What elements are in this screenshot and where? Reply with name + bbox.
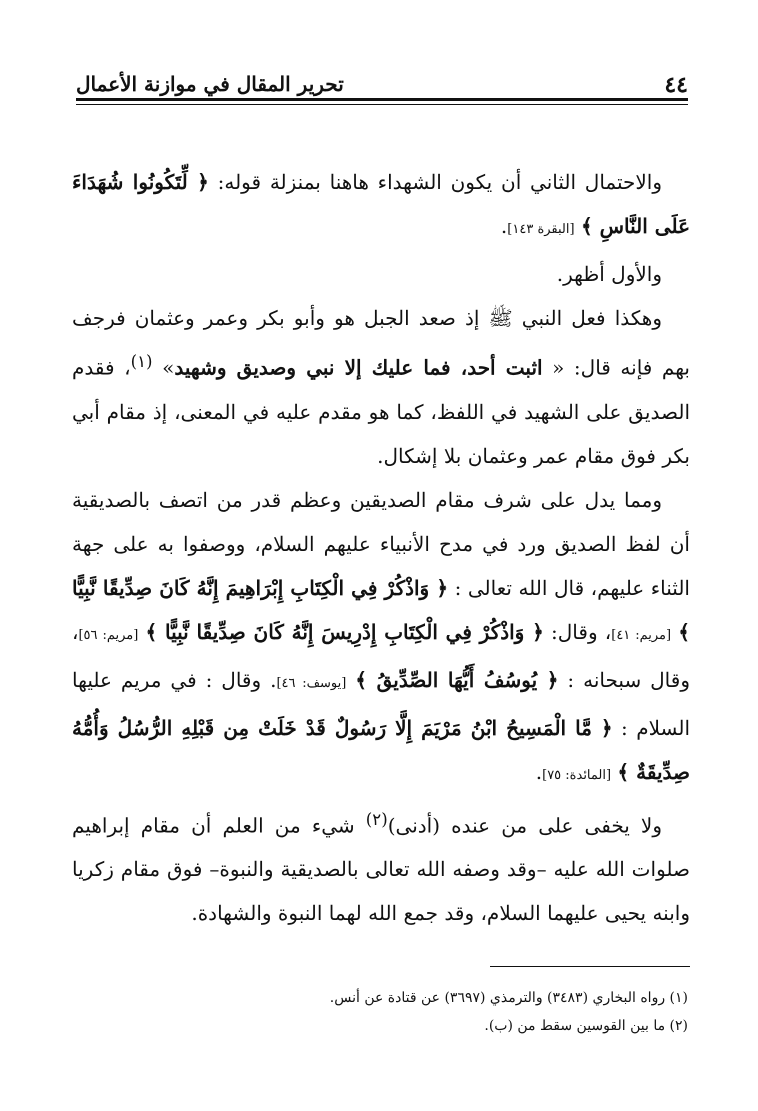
- verse-reference: [المائدة: ٧٥]: [542, 767, 612, 783]
- header-rule-thick: [76, 98, 688, 101]
- text-segment: .: [500, 214, 508, 238]
- text-segment: ولا يخفى على من عنده (أدنى): [387, 813, 662, 838]
- text-segment: . وقال : في مريم عليها السلام :: [72, 667, 691, 740]
- paragraph-5: [72, 798, 690, 936]
- text-segment: ، وقال:: [543, 619, 612, 644]
- footnote-separator: [490, 966, 690, 967]
- paragraph-1: [72, 160, 690, 252]
- footnote-marker: (٢): [365, 809, 388, 829]
- text-segment: شيء من العلم أن مقام إبراهيم صلوات الله عليه –وقد وصفه الله تعالى بالصديقية والنبوة– فوق مقام زكريا وابنه يحيى عليهما السلام، وقد جمع الله لهما النبوة والشهادة.: [72, 813, 690, 926]
- text-segment: .: [535, 759, 543, 784]
- text-segment: ، فقدم الصديق على الشهيد في اللفظ، كما هو مقدم عليه في المعنى، إذ مقام أبي بكر فوق مقام عمر وعثمان بلا إشكال.: [72, 355, 690, 468]
- running-title: تحرير المقال في موازنة الأعمال: [76, 72, 344, 96]
- text-segment: ومما يدل على شرف مقام الصديقين وعظم قدر من اتصف بالصديقية أن لفظ الصديق ورد في مدح الأنبياء عليهم السلام، ووصفوا به على جهة الثناء عليهم، قال الله تعالى :: [72, 487, 690, 600]
- footnote-2: (٢) ما بين القوسين سقط من (ب).: [484, 1018, 688, 1034]
- text-segment: ، وقال سبحانه :: [72, 619, 690, 692]
- quran-verse: ﴿ يُوسُفُ أَيُّهَا الصِّدِّيقُ ﴾: [355, 667, 559, 692]
- text-segment: وهكذا فعل النبي ﷺ إذ صعد الجبل هو وأبو بكر وعمر وعثمان فرجف بهم فإنه قال: «: [72, 306, 691, 380]
- quran-verse: ﴿ وَاذْكُرْ فِي الْكِتَابِ إِبْرَاهِيمَ إِنَّهُ كَانَ صِدِّيقًا نَّبِيًّا ﴾: [72, 575, 690, 644]
- text-segment: »: [152, 355, 175, 380]
- text-segment: والأول أظهر.: [556, 262, 662, 286]
- header-rule-thin: [76, 104, 688, 105]
- page-header: [76, 62, 688, 102]
- page-number: ٤٤: [664, 72, 688, 98]
- main-text: [72, 160, 690, 935]
- paragraph-4: [72, 478, 690, 798]
- footnote-marker: (١): [130, 352, 153, 371]
- verse-reference: [يوسف: ٤٦]: [276, 675, 347, 691]
- hadith-text: اثبت أحد، فما عليك إلا نبي وصديق وشهيد: [174, 355, 543, 380]
- footnote-1: (١) رواه البخاري (٣٤٨٣) والترمذي (٣٦٩٧) عن قتادة عن أنس.: [329, 990, 688, 1006]
- quran-verse: ﴿ لِّتَكُونُوا شُهَدَاءَ عَلَى النَّاسِ ﴾: [72, 170, 690, 238]
- paragraph-2: [72, 252, 690, 296]
- footnotes: [76, 984, 688, 1040]
- quran-verse: ﴿ مَّا الْمَسِيحُ ابْنُ مَرْيَمَ إِلَّا رَسُولٌ قَدْ خَلَتْ مِن قَبْلِهِ الرُّسُلُ وَأُمُّهُ صِدِّيقَةٌ ﴾: [72, 715, 690, 784]
- verse-reference: [مريم: ٤١]: [611, 627, 672, 643]
- text-segment: والاحتمال الثاني أن يكون الشهداء هاهنا بمنزلة قوله:: [208, 170, 663, 194]
- paragraph-3: [72, 296, 690, 478]
- verse-reference: [البقرة ١٤٣]: [507, 222, 575, 237]
- quran-verse: ﴿ وَاذْكُرْ فِي الْكِتَابِ إِدْرِيسَ إِنَّهُ كَانَ صِدِّيقًا نَّبِيًّا ﴾: [145, 619, 544, 644]
- verse-reference: [مريم: ٥٦]: [78, 627, 139, 643]
